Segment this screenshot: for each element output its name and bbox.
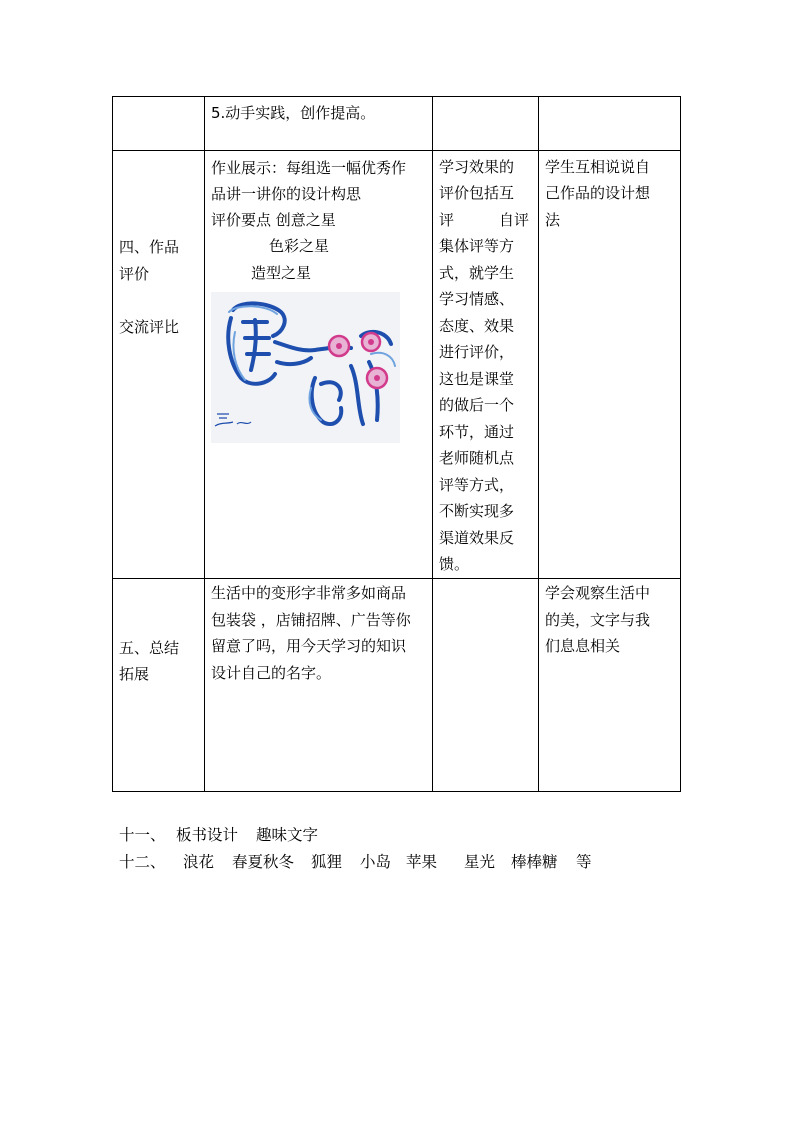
row2-evaluation-line-14: 不断实现多 (439, 502, 515, 520)
board-design-title: 趣味文字 (256, 826, 319, 844)
table-border-bottom (112, 791, 681, 792)
row2-evaluation-line-5: 式，就学生 (439, 264, 515, 282)
row2-stage-line-1: 四、作品 (119, 238, 180, 256)
table-col-divider-3 (538, 96, 539, 792)
board-word: 星光 (464, 853, 496, 871)
artwork-photo-icon (211, 292, 400, 443)
board-word: 狐狸 (311, 853, 343, 871)
row2-student-line-3: 法 (545, 211, 561, 229)
row2-evaluation-line-15: 渠道效果反 (439, 529, 515, 547)
row2-evaluation-line-2: 评价包括互 (439, 184, 515, 202)
row2-evaluation-line-13: 评等方式， (439, 476, 515, 494)
row2-evaluation-line-16: 馈。 (439, 555, 470, 573)
row3-activity-line-1: 生活中的变形字非常多如商品 (211, 584, 407, 602)
row3-stage-line-2: 拓展 (119, 665, 150, 683)
board-word: 春夏秋冬 (232, 853, 295, 871)
row2-evaluation-line-11: 环节，通过 (439, 423, 515, 441)
row2-stage-line-2: 评价 (119, 265, 150, 283)
row2-activity-line-4: 色彩之星 (269, 237, 330, 255)
board-word: 等 (576, 853, 592, 871)
row3-activity-line-4: 设计自己的名字。 (211, 664, 332, 682)
board-word: 浪花 (183, 853, 215, 871)
row2-evaluation-line-12: 老师随机点 (439, 449, 515, 467)
table-border-top (112, 96, 681, 97)
row2-evaluation-line-1: 学习效果的 (439, 158, 515, 176)
row1-activity-text: 5.动手实践，创作提高。 (211, 104, 376, 122)
board-word: 苹果 (406, 853, 438, 871)
section-number-12: 十二、 (119, 853, 166, 871)
section-number-11: 十一、 (119, 826, 166, 844)
row3-activity-line-3: 留意了吗，用今天学习的知识 (211, 637, 407, 655)
row2-activity-line-5: 造型之星 (251, 264, 312, 282)
table-col-divider-2 (432, 96, 433, 792)
row3-student-line-3: 们息息相关 (545, 637, 621, 655)
row3-stage-line-1: 五、总结 (119, 639, 180, 657)
row3-student-line-2: 的美，文字与我 (545, 611, 651, 629)
row2-stage-line-4: 交流评比 (119, 318, 180, 336)
row2-evaluation-line-6: 学习情感、 (439, 290, 515, 308)
row2-evaluation-line-3a: 评 (439, 211, 455, 229)
row3-activity-line-2: 包装袋 ，店铺招牌、广告等你 (211, 611, 411, 629)
board-words-line (119, 851, 679, 873)
row2-activity-line-1: 作业展示：每组选一幅优秀作 (211, 159, 407, 177)
table-border-row2 (112, 150, 681, 151)
row2-evaluation-line-3b: 自评 (499, 211, 530, 229)
row3-student-line-1: 学会观察生活中 (545, 584, 651, 602)
row2-evaluation-line-4: 集体评等方 (439, 237, 515, 255)
row2-evaluation-line-7: 态度、效果 (439, 317, 515, 335)
table-border-row3 (112, 578, 681, 579)
table-col-divider-1 (204, 96, 205, 792)
row2-activity-line-2: 品讲一讲你的设计构思 (211, 185, 362, 203)
row2-student-line-1: 学生互相说说自 (545, 158, 651, 176)
board-word: 棒棒糖 (511, 853, 558, 871)
board-word: 小岛 (360, 853, 392, 871)
row2-evaluation-line-10: 的做后一个 (439, 396, 515, 414)
row2-student-line-2: 己作品的设计想 (545, 184, 651, 202)
row2-activity-line-3: 评价要点 创意之星 (211, 211, 336, 229)
table-border-left (112, 96, 113, 792)
row2-evaluation-line-8: 进行评价， (439, 343, 515, 361)
board-design-line (119, 824, 679, 846)
board-design-label: 板书设计 (176, 826, 239, 844)
row2-evaluation-line-9: 这也是课堂 (439, 370, 515, 388)
table-border-right (680, 96, 681, 792)
